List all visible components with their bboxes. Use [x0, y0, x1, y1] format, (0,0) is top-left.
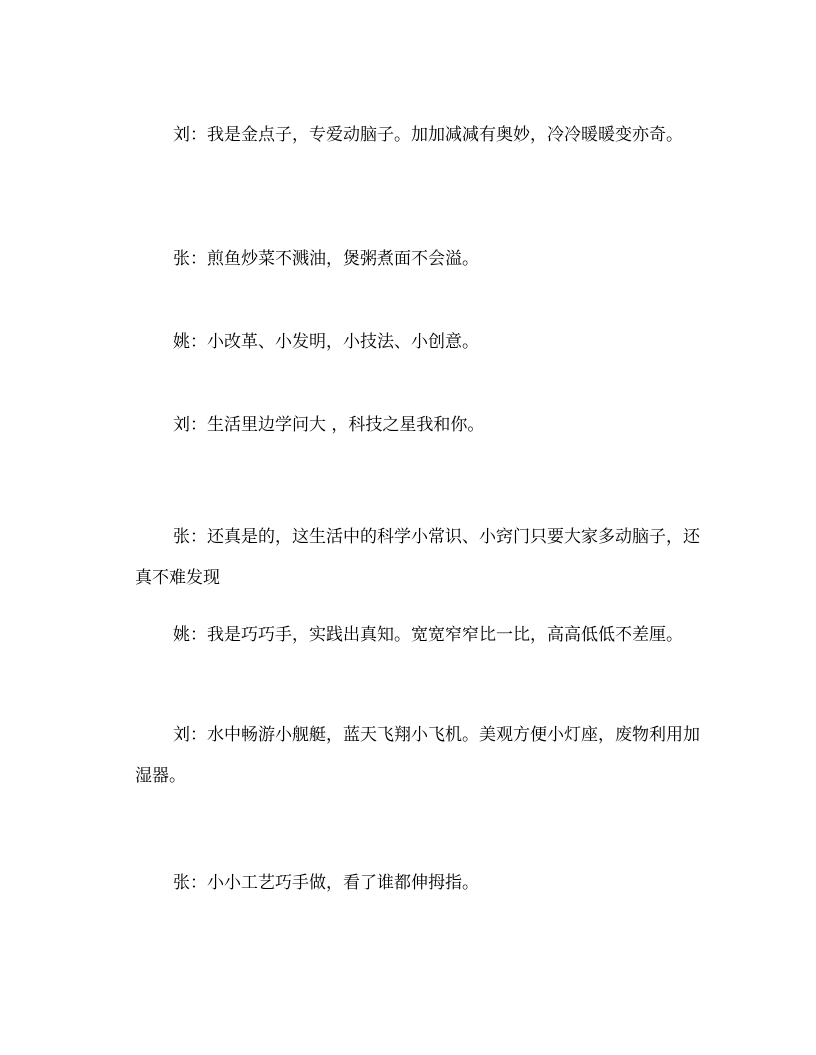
dialogue-paragraph: 刘：我是金点子，专爱动脑子。加加减减有奥妙，冷冷暖暖变亦奇。 [173, 125, 683, 145]
dialogue-paragraph: 刘：水中畅游小舰艇，蓝天飞翔小飞机。美观方便小灯座，废物利用加湿器。 [135, 725, 700, 786]
dialogue-paragraph: 姚：小改革、小发明，小技法、小创意。 [173, 332, 479, 352]
dialogue-paragraph: 张：煎鱼炒菜不溅油，煲粥煮面不会溢。 [173, 249, 479, 269]
dialogue-paragraph: 张：小小工艺巧手做，看了谁都伸拇指。 [173, 873, 479, 893]
dialogue-paragraph: 姚：我是巧巧手，实践出真知。宽宽窄窄比一比，高高低低不差厘。 [173, 625, 683, 645]
dialogue-paragraph: 刘：生活里边学问大 ，科技之星我和你。 [173, 415, 485, 435]
dialogue-paragraph: 张：还真是的，这生活中的科学小常识、小窍门只要大家多动脑子，还真不难发现 [135, 527, 700, 588]
